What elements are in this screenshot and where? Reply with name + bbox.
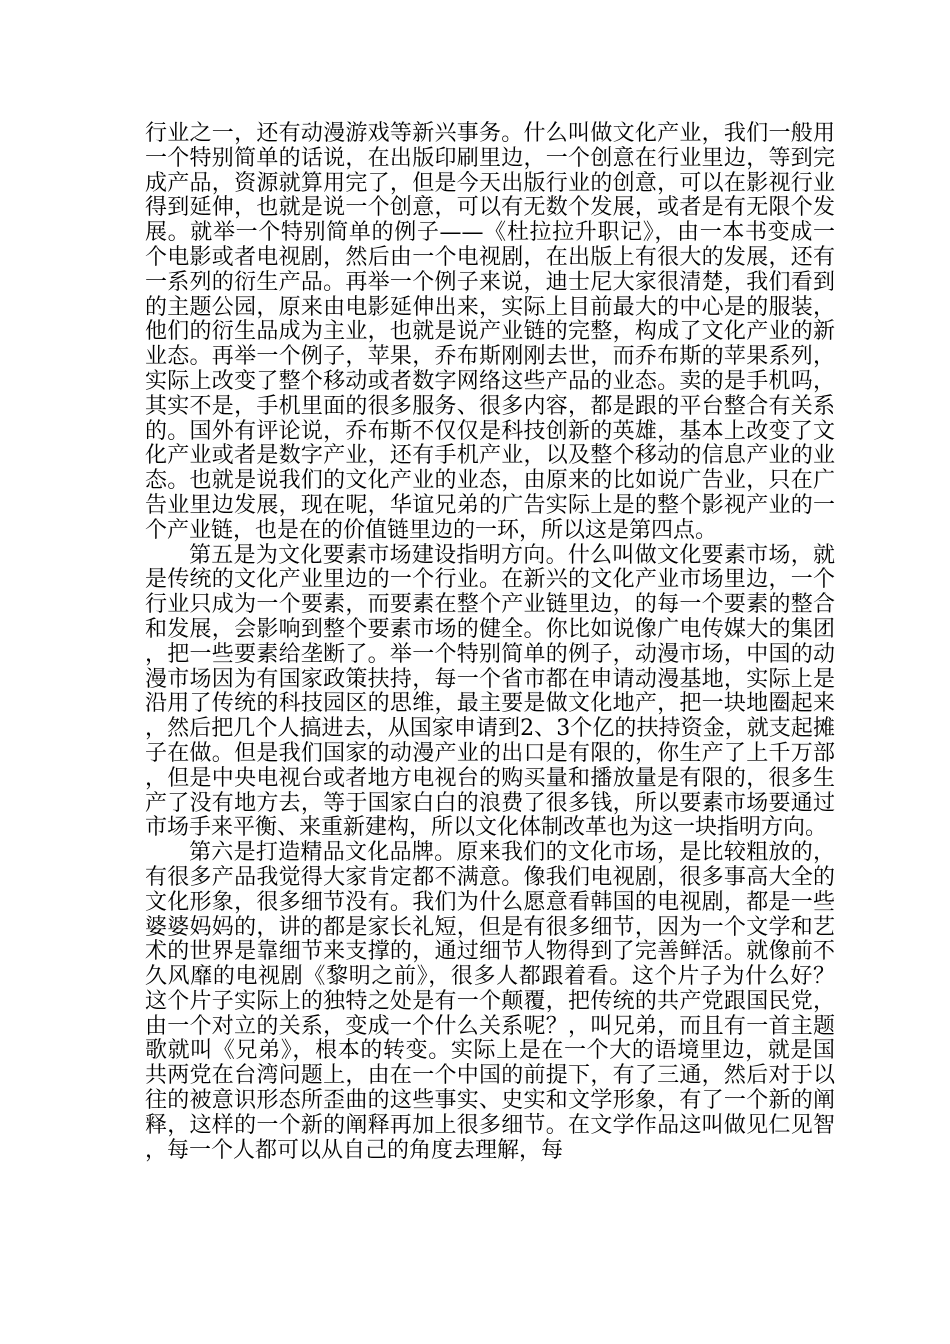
paragraph-1: 行业之一，还有动漫游戏等新兴事务。什么叫做文化产业，我们一般用一个特别简单的话说，在出版印刷里边，一个创意在行业里边，等到完成产品，资源就算用完了，但是今天出版行业的创意，可以在影视行业得到延伸，也就是说一个创意，可以有无数个发展，或者是有无限个发展。就举一个特别简单的例子——《杜拉拉升职记》，由一本书变成一个电影或者电视剧，然后由一个电视剧，在出版上有很大的发展，还有一系列的衍生产品。再举一个例子来说，迪士尼大家很清楚，我们看到的主题公园，原来由电影延伸出来，实际上目前最大的中心是的服装，他们的衍生品成为主业，也就是说产业链的完整，构成了文化产业的新业态。再举一个例子，苹果，乔布斯刚刚去世，而乔布斯的苹果系列，实际上改变了整个移动或者数字网络这些产品的业态。卖的是手机吗，其实不是，手机里面的很多服务、很多内容，都是跟的平台整合有关系的。国外有评论说，乔布斯不仅仅是科技创新的英雄，基本上改变了文化产业或者是数字产业，还有手机产业，以及整个移动的信息产业的业态。也就是说我们的文化产业的业态，由原来的比如说广告业，只在广告业里边发展，现在呢，华谊兄弟的广告实际上是的整个影视产业的一个产业链，也是在的价值链里边的一环，所以这是第四点。 <box>145 121 835 543</box>
document-page <box>145 122 835 1163</box>
paragraph-3: 第六是打造精品文化品牌。原来我们的文化市场，是比较粗放的，有很多产品我觉得大家肯定都不满意。像我们电视剧，很多事高大全的文化形象，很多细节没有。我们为什么愿意看韩国的电视剧，都是一些婆婆妈妈的，讲的都是家长礼短，但是有很多细节，因为一个文学和艺术的世界是靠细节来支撑的，通过细节人物得到了完善鲜活。就像前不久风靡的电视剧《黎明之前》，很多人都跟着看。这个片子为什么好？这个片子实际上的独特之处是有一个颠覆，把传统的共产党跟国民党，由一个对立的关系，变成一个什么关系呢？，叫兄弟，而且有一首主题歌就叫《兄弟》，根本的转变。实际上是在一个大的语境里边，就是国共两党在台湾问题上，由在一个中国的前提下，有了三通，然后对于以往的被意识形态所歪曲的这些事实、史实和文学形象，有了一个新的阐释，这样的一个新的阐释再加上很多细节。在文学作品这叫做见仁见智，每一个人都可以从自己的角度去理解，每 <box>145 840 835 1163</box>
paragraph-2: 第五是为文化要素市场建设指明方向。什么叫做文化要素市场，就是传统的文化产业里边的一个行业。在新兴的文化产业市场里边，一个行业只成为一个要素，而要素在整个产业链里边，的每一个要素的整合和发展，会影响到整个要素市场的健全。你比如说像广电传媒大的集团，把一些要素给垄断了。举一个特别简单的例子，动漫市场，中国的动漫市场因为有国家政策扶持，每一个省市都在申请动漫基地，实际上是沿用了传统的科技园区的思维，最主要是做文化地产，把一块地圈起来，然后把几个人搞进去，从国家申请到2、3个亿的扶持资金，就支起摊子在做。但是我们国家的动漫产业的出口是有限的，你生产了上千万部，但是中央电视台或者地方电视台的购买量和播放量是有限的，很多生产了没有地方去，等于国家白白的浪费了很多钱，所以要素市场要通过市场手来平衡、来重新建构，所以文化体制改革也为这一块指明方向。 <box>145 542 835 841</box>
